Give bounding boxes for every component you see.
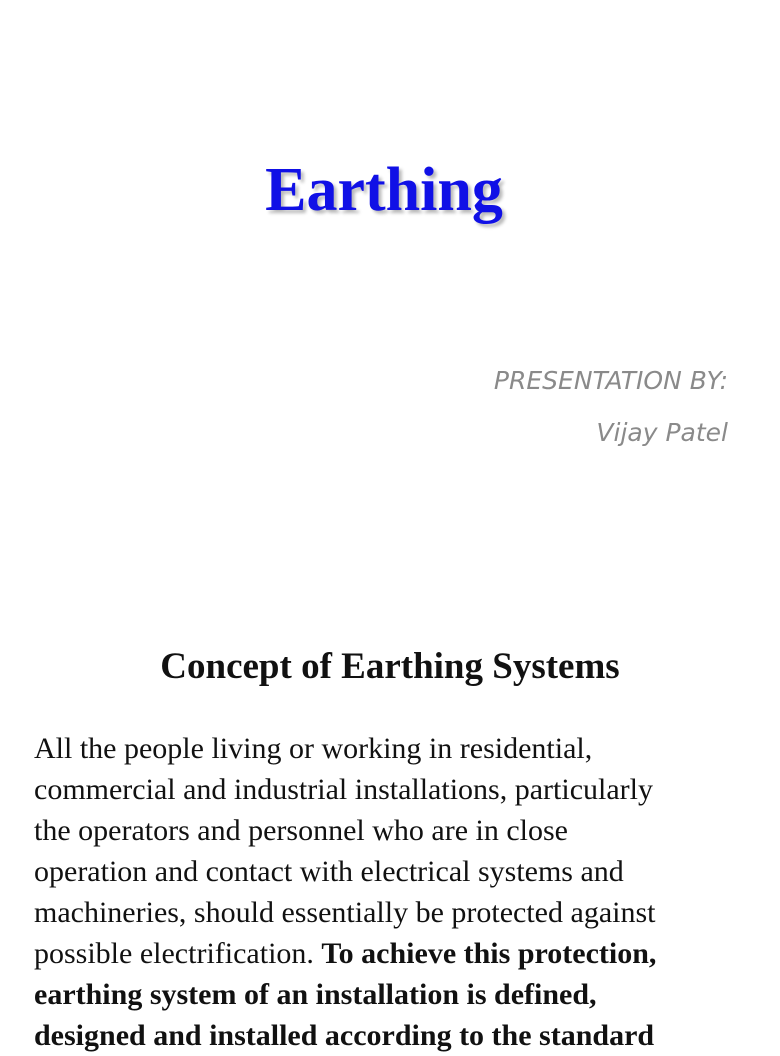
body-line: machineries, should essentially be protected against: [34, 896, 656, 929]
body-line-normal-part: possible electrification.: [34, 937, 322, 970]
body-line-mixed: [34, 933, 764, 974]
concept-slide: [0, 576, 768, 1052]
body-line-bold-part: To achieve this protection,: [321, 937, 657, 970]
presented-by-label: PRESENTATION BY:: [493, 366, 728, 395]
body-line-bold: earthing system of an installation is defined,: [34, 978, 597, 1011]
body-paragraph: [34, 728, 764, 1056]
body-line: All the people living or working in residential,: [34, 732, 593, 765]
body-line: operation and contact with electrical systems and: [34, 855, 624, 888]
slide-heading: Concept of Earthing Systems: [160, 646, 620, 687]
presenter-name: Vijay Patel: [596, 418, 728, 447]
slide-title: Earthing: [265, 156, 503, 224]
body-line: commercial and industrial installations, particularly: [34, 773, 653, 806]
body-line: the operators and personnel who are in close: [34, 814, 568, 847]
body-line-bold: designed and installed according to the standard: [34, 1019, 655, 1052]
